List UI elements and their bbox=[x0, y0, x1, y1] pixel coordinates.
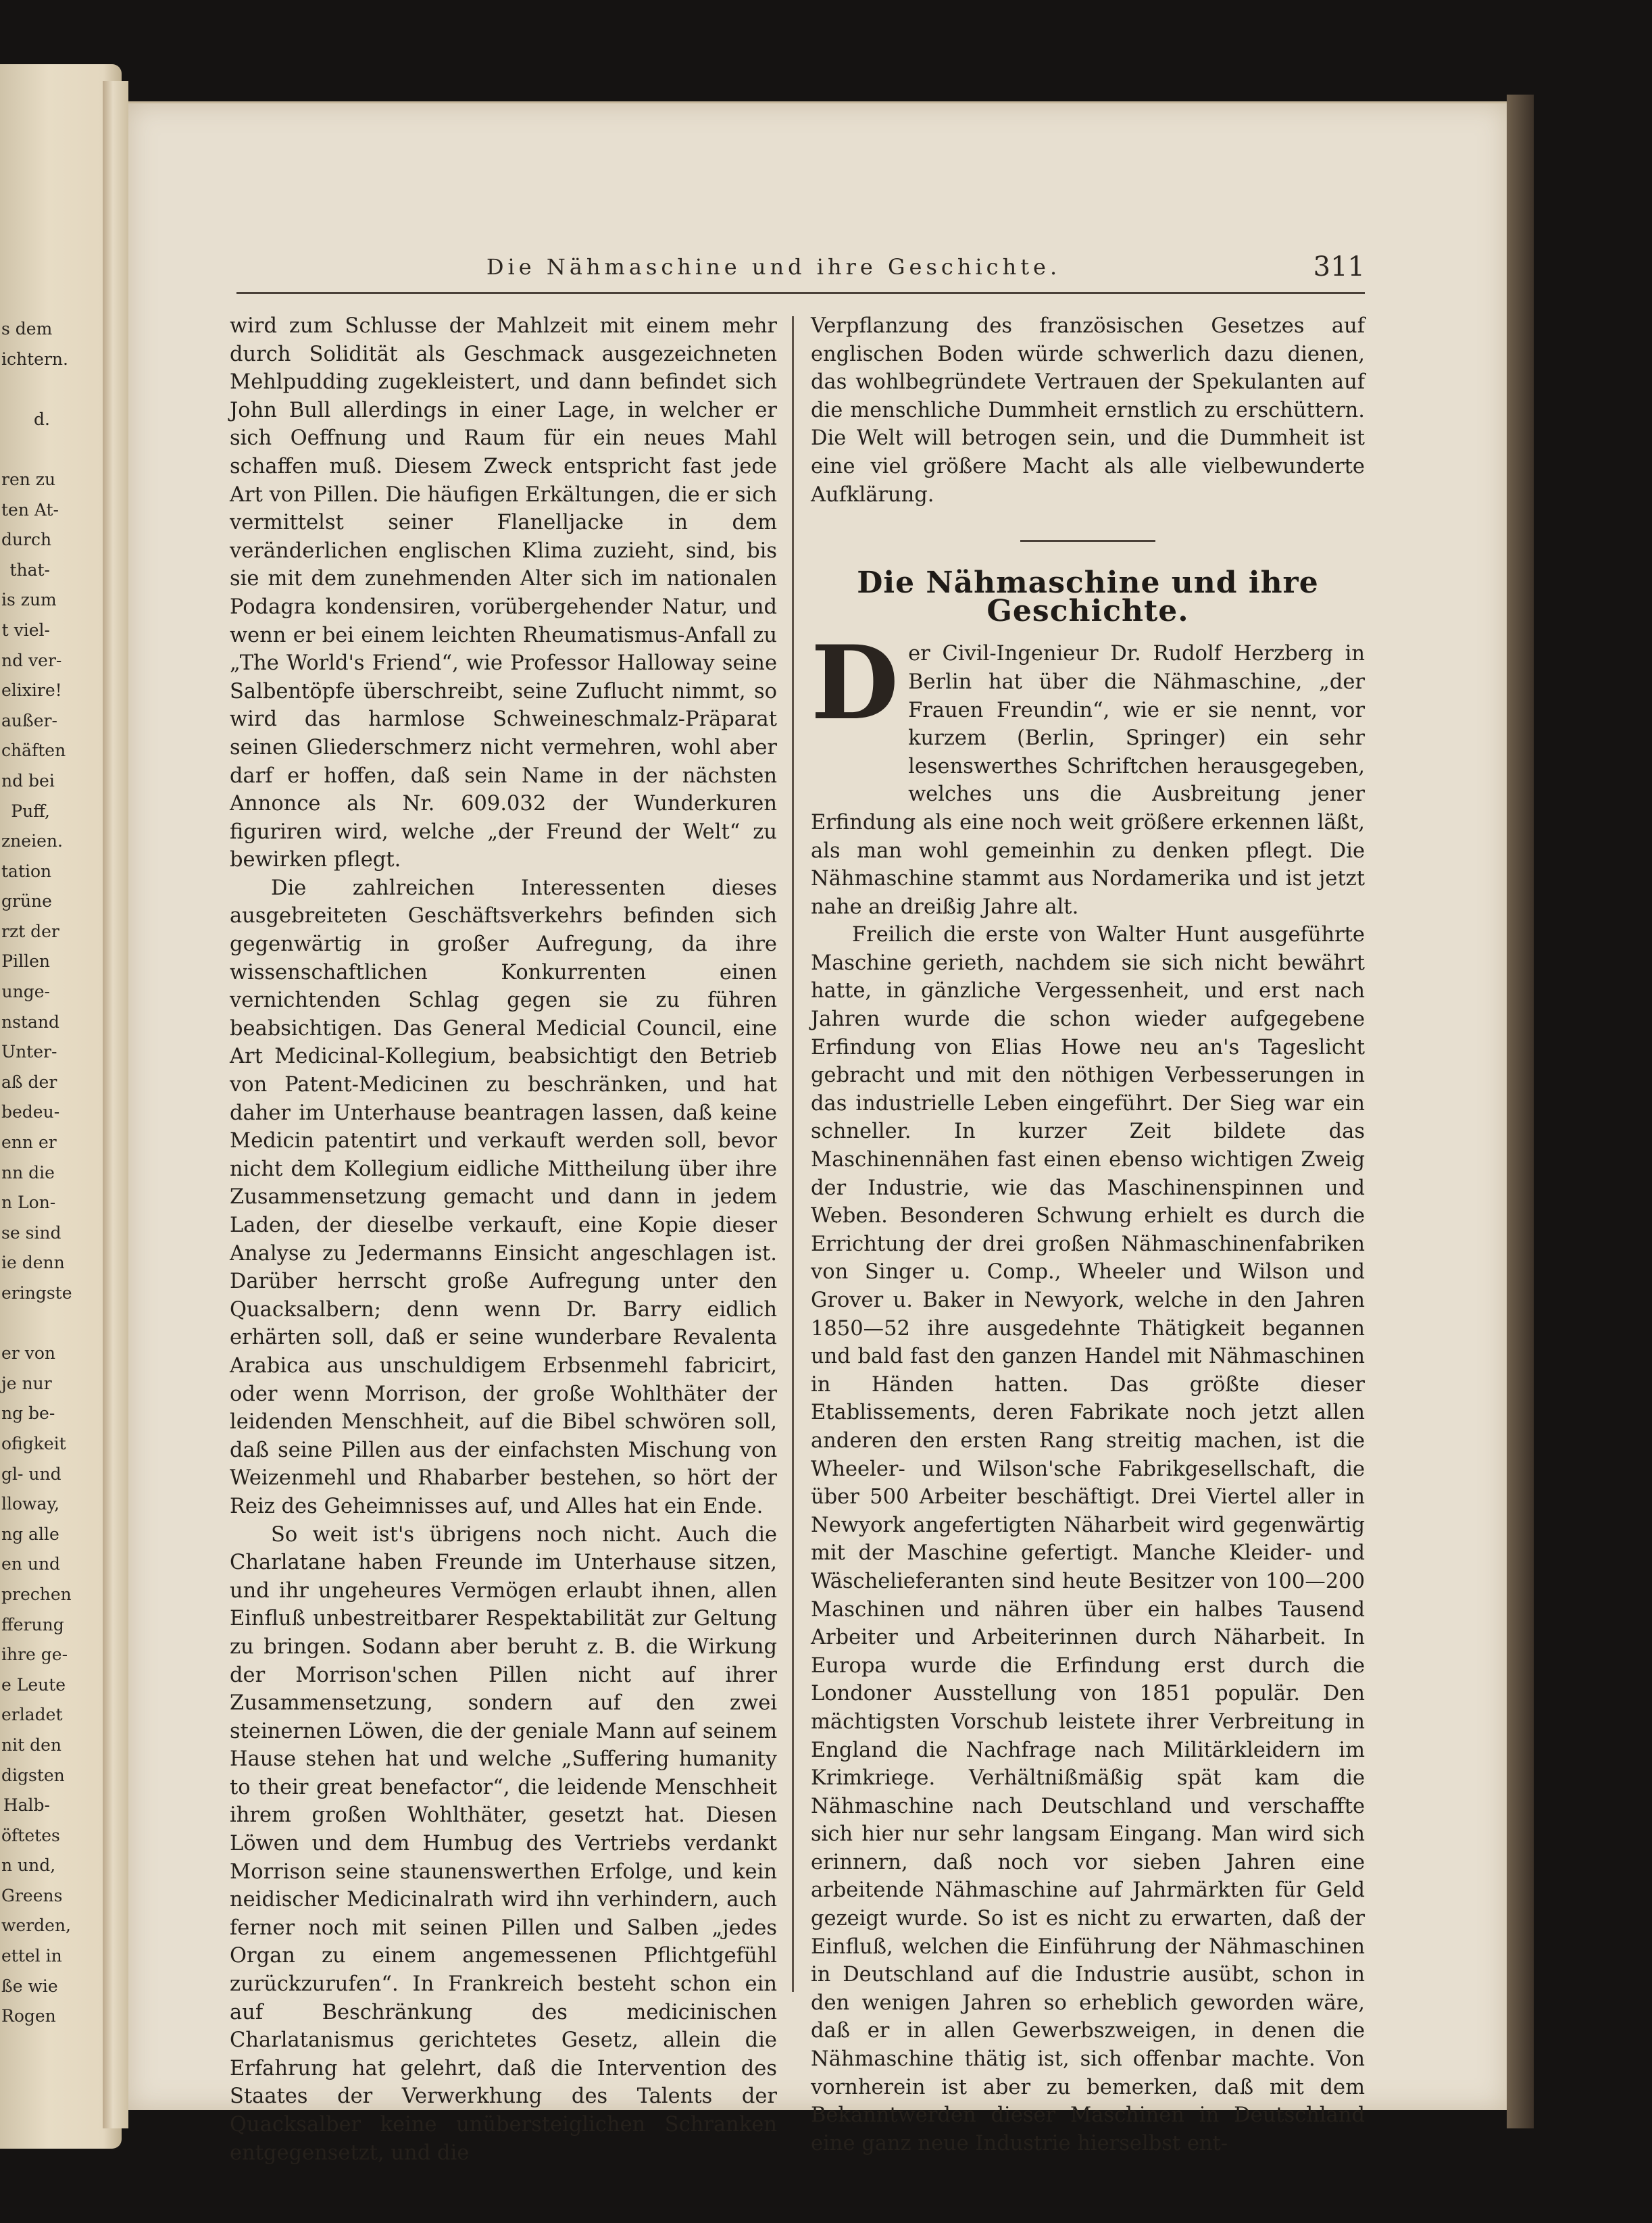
facing-page-fragment: durch bbox=[1, 530, 52, 550]
article-title: Die Nähmaschine und ihre Geschichte. bbox=[857, 566, 1319, 628]
facing-page-fragment: je nur bbox=[1, 1373, 52, 1393]
facing-page-fragment: ng be- bbox=[1, 1403, 55, 1424]
facing-page-fragment: werden, bbox=[1, 1916, 71, 1936]
facing-page-fragment: Pillen bbox=[1, 951, 50, 972]
facing-page-fragment: is zum bbox=[1, 590, 57, 610]
running-head bbox=[236, 251, 1365, 294]
paragraph: wird zum Schlusse der Mahlzeit mit einem mehr durch Solidität als Geschmack ausgezeichneten Mehlpudding zugekleistert, und dann befindet sich John Bull allerdings in einer Lage, in welcher er sich Oeffnung und Raum für ein neues Mahl schaffen muß. Diesem Zweck entspricht fast jede Art von Pillen. Die häufigen Erkältungen, die er sich vermittelst seiner Flanelljacke in dem veränderlichen englischen Klima zuzieht, sind, bis sie mit dem zunehmenden Alter sich im nationalen Podagra kondensiren, vorübergehender Natur, und wenn er bei einem leichten Rheumatismus-Anfall zu „The World's Friend“, wie Professor Halloway seine Salbentöpfe überschreibt, seine Zuflucht nimmt, so wird das harmlose Schweineschmalz-Präparat seinen Gliederschmerz nicht vermehren, wohl aber darf er hoffen, daß sein Name in der nächsten Annonce als Nr. 609.032 der Wunderkuren figuriren wird, welche „der Freund der Welt“ zu bewirken pflegt. bbox=[230, 314, 777, 872]
article-paragraph-text: er Civil-Ingenieur Dr. Rudolf Herzberg in Berlin hat über die Nähmaschine, „der Frauen Freundin“, wie er sie nennt, vor kurzem (Berlin, Springer) ein sehr lesenswerthes Schriftchen herausgegeben, welches uns die Ausbreitung jener Erfindung als eine noch weit größere erkennen läßt, als man wohl gemeinhin zu denken pflegt. Die Nähmaschine stammt aus Nordamerika und ist jetzt nahe an dreißig Jahre alt. bbox=[811, 642, 1365, 919]
facing-page-fragment: n und, bbox=[1, 1855, 56, 1876]
facing-page-fragment: Rogen bbox=[1, 2006, 56, 2026]
facing-page-fragment: that- bbox=[9, 559, 50, 580]
facing-page-text bbox=[1, 314, 72, 2032]
facing-page-fragment: elixire! bbox=[1, 680, 62, 701]
facing-page-fragment: nd ver- bbox=[1, 650, 62, 670]
section-separator bbox=[1020, 540, 1155, 542]
facing-page-fragment: ren zu bbox=[1, 469, 56, 489]
facing-page-fragment: Greens bbox=[1, 1885, 63, 1905]
facing-page-fragment: Puff, bbox=[11, 801, 50, 821]
facing-page-fragment: ichtern. bbox=[1, 349, 68, 369]
facing-page-fragment: digsten bbox=[1, 1765, 65, 1785]
facing-page-fragment: d. bbox=[34, 409, 50, 429]
facing-page-fragment: ie denn bbox=[1, 1253, 65, 1273]
right-column bbox=[811, 312, 1365, 2157]
article-paragraph bbox=[811, 624, 1365, 921]
facing-page-fragment bbox=[1, 1309, 50, 1339]
page-number: 311 bbox=[1313, 251, 1365, 282]
facing-page-fragment: ihre ge- bbox=[1, 1645, 68, 1665]
facing-page-fragment: zneien. bbox=[1, 831, 63, 851]
facing-page-fragment: öftetes bbox=[1, 1825, 60, 1845]
drop-cap: D bbox=[811, 624, 899, 743]
facing-page-fragment: chäften bbox=[1, 741, 66, 761]
facing-page-fragment: t viel- bbox=[1, 620, 50, 640]
facing-page-fragment: Unter- bbox=[1, 1042, 57, 1062]
facing-page-fragment: prechen bbox=[1, 1584, 72, 1604]
facing-page-fragment: s dem bbox=[1, 319, 53, 339]
paragraph: Die zahlreichen Interessenten dieses ausgebreiteten Geschäftsverkehrs befinden sich gegenwärtig in großer Aufregung, da ihre wissenschaftlichen Konkurrenten einen vernichtenden Schlag gegen sie zu führen beabsichtigen. Das General Medicial Council, eine Art Medicinal-Kollegium, beabsichtigt den Betrieb von Patent-Medicinen zu beschränken, und hat daher im Unterhause beantragen lassen, daß keine Medicin patentirt und verkauft werden soll, bevor nicht dem Kollegium eidliche Mittheilung über ihre Zusammensetzung gemacht und dann in jedem Laden, der dieselbe verkauft, eine Kopie dieser Analyse zu Jedermanns Einsicht angeschlagen ist. Darüber herrscht große Aufregung unter den Quacksalbern; denn wenn Dr. Barry eidlich erhärten soll, daß er seine wunderbare Revalenta Arabica aus unschuldigem Erbsenmehl fabricirt, oder wenn Morrison, der große Wohlthäter der leidenden Menschheit, auf die Bibel schwören soll, daß seine Pillen aus der einfachsten Mischung von Weizenmehl und Rhabarber bestehen, so hört der Reiz des Geheimnisses auf, und Alles hat ein Ende. bbox=[230, 876, 777, 1518]
facing-page-fragment: Halb- bbox=[3, 1795, 50, 1816]
facing-page-fragment: ofigkeit bbox=[1, 1433, 66, 1453]
facing-page-fragment: außer- bbox=[1, 710, 57, 730]
facing-page-fragment: nstand bbox=[1, 1011, 59, 1032]
facing-page-fragment: fferung bbox=[1, 1614, 64, 1634]
facing-page-fragment: n Lon- bbox=[1, 1193, 56, 1213]
paragraph: Verpflanzung des französischen Gesetzes auf englischen Boden würde schwerlich dazu dienen, das wohlbegründete Vertrauen der Spekulanten auf die menschliche Dummheit ernstlich zu erschüttern. Die Welt will betrogen sein, und die Dummheit ist eine viel größere Macht als alle vielbewunderte Aufklärung. bbox=[811, 314, 1365, 507]
facing-page-fragment: rzt der bbox=[1, 921, 59, 941]
book-gutter bbox=[103, 81, 128, 2128]
facing-page-fragment: grüne bbox=[1, 891, 52, 911]
facing-page-fragment: ng alle bbox=[1, 1524, 59, 1544]
facing-page-fragment: nd bei bbox=[1, 770, 55, 791]
facing-page-fragment: ten At- bbox=[1, 499, 59, 520]
facing-page-fragment: erladet bbox=[1, 1705, 63, 1725]
facing-page-fragment: se sind bbox=[1, 1222, 61, 1243]
facing-page-fragment: eringste bbox=[1, 1283, 72, 1303]
paragraph: So weit ist's übrigens noch nicht. Auch die Charlatane haben Freunde im Unterhause sitzen, und ihr ungeheures Vermögen erlaubt ihnen, allen Einfluß unbestreitbarer Respektabilität zur Geltung zu bringen. Sodann aber beruht z. B. die Wirkung der Morrison'schen Pillen nicht auf ihrer Zusammensetzung, sondern auf den zwei steinernen Löwen, die der geniale Mann auf seinem Hause stehen hat und welche „Suffering humanity to their great benefactor“, die leidende Menschheit ihrem großen Wohlthäter, gesetzt hat. Diesen Löwen und dem Humbug des Vertriebs verdankt Morrison seine staunenswerthen Erfolge, und kein neidischer Medicinalrath wird ihn verhindern, auch ferner noch mit seinen Pillen und Salben „jedes Organ zu einem angemessenen Pflichtgefühl zurückzurufen“. In Frankreich besteht schon ein auf Beschränkung des medicinischen Charlatanismus gerichtetes Gesetz, allein die Erfahrung hat gelehrt, daß die Intervention des Staates der Verwerkhung des Talents der Quacksalber keine unübersteiglichen Schranken entgegensetzt, und die bbox=[230, 1522, 777, 2165]
facing-page-fragment: bedeu- bbox=[1, 1102, 60, 1122]
running-title: Die Nähmaschine und ihre Geschichte. bbox=[486, 254, 1061, 280]
facing-page-fragment bbox=[1, 374, 50, 405]
facing-page-fragment: aß der bbox=[1, 1072, 57, 1092]
facing-page-fragment: lloway, bbox=[1, 1494, 60, 1514]
facing-page-fragment: nn die bbox=[1, 1162, 55, 1182]
facing-page-fragment: e Leute bbox=[1, 1674, 66, 1695]
facing-page-fragment: nit den bbox=[1, 1734, 61, 1755]
facing-page-fragment: en und bbox=[1, 1554, 61, 1574]
facing-page-fragment: enn er bbox=[1, 1132, 57, 1153]
facing-page-fragment: ße wie bbox=[1, 1976, 58, 1996]
facing-page-fragment: unge- bbox=[1, 982, 50, 1002]
left-column bbox=[230, 312, 777, 2167]
facing-page-fragment: gl- und bbox=[1, 1464, 61, 1484]
page-edge bbox=[1507, 95, 1534, 2128]
facing-page-fragment: er von bbox=[1, 1343, 55, 1364]
article-paragraph: Freilich die erste von Walter Hunt ausgeführte Maschine gerieth, nachdem sie sich nicht bewährt hatte, in gänzliche Vergessenheit, und erst nach Jahren wurde die schon wieder aufgegebene Erfindung von Elias Howe neu an's Tageslicht gebracht und mit den nöthigen Verbesserungen in das industrielle Leben eingeführt. Der Sieg war ein schneller. In kurzer Zeit bildete das Maschinennähen fast einen ebenso wichtigen Zweig der Industrie, wie das Maschinenspinnen und Weben. Besonderen Schwung erhielt es durch die Errichtung der drei großen Nähmaschinenfabriken von Singer u. Comp., Wheeler und Wilson und Grover u. Baker in Newyork, welche in den Jahren 1850—52 ihre ausgedehnte Thätigkeit begannen und bald fast den ganzen Handel mit Nähmaschinen in Händen hatten. Das größte dieser Etablissements, deren Fabrikate noch jetzt allen anderen den ersten Rang streitig machen, ist die Wheeler- und Wilson'sche Fabrikgesellschaft, die über 500 Arbeiter beschäftigt. Drei Viertel aller in Newyork angefertigten Näharbeit wird gegenwärtig mit der Maschine gefertigt. Manche Kleider- und Wäschelieferanten sind heute Besitzer von 100—200 Maschinen und nähren über ein halbes Tausend Arbeiter und Arbeiterinnen durch Näharbeit. In Europa wurde die Erfindung erst durch die Londoner Ausstellung von 1851 populär. Den mächtigsten Vorschub leistete ihrer Verbreitung in England die Nachfrage nach Militärkleidern im Krimkriege. Verhältnißmäßig spät kam die Nähmaschine nach Deutschland und verschaffte sich hier nur sehr langsam Eingang. Man wird sich erinnern, daß noch vor sieben Jahren eine arbeitende Nähmaschine auf Jahrmärkten für Geld gezeigt wurde. So ist es nicht zu erwarten, daß der Einfluß, welchen die Einführung der Nähmaschinen in Deutschland auf die Industrie ausübt, schon in den wenigen Jahren so erheblich geworden wäre, daß er in allen Gewerbszweigen, in denen die Nähmaschine thätig ist, sich offenbar machte. Von vornherein ist aber zu bemerken, daß mit dem Bekanntwerden dieser Maschinen in Deutschland eine ganz neue Industrie hierselbst ent- bbox=[811, 923, 1365, 2155]
facing-page-fragment: ettel in bbox=[1, 1946, 62, 1966]
column-divider bbox=[792, 316, 794, 1992]
facing-page-fragment bbox=[1, 434, 50, 465]
facing-page-fragment: tation bbox=[1, 861, 52, 881]
